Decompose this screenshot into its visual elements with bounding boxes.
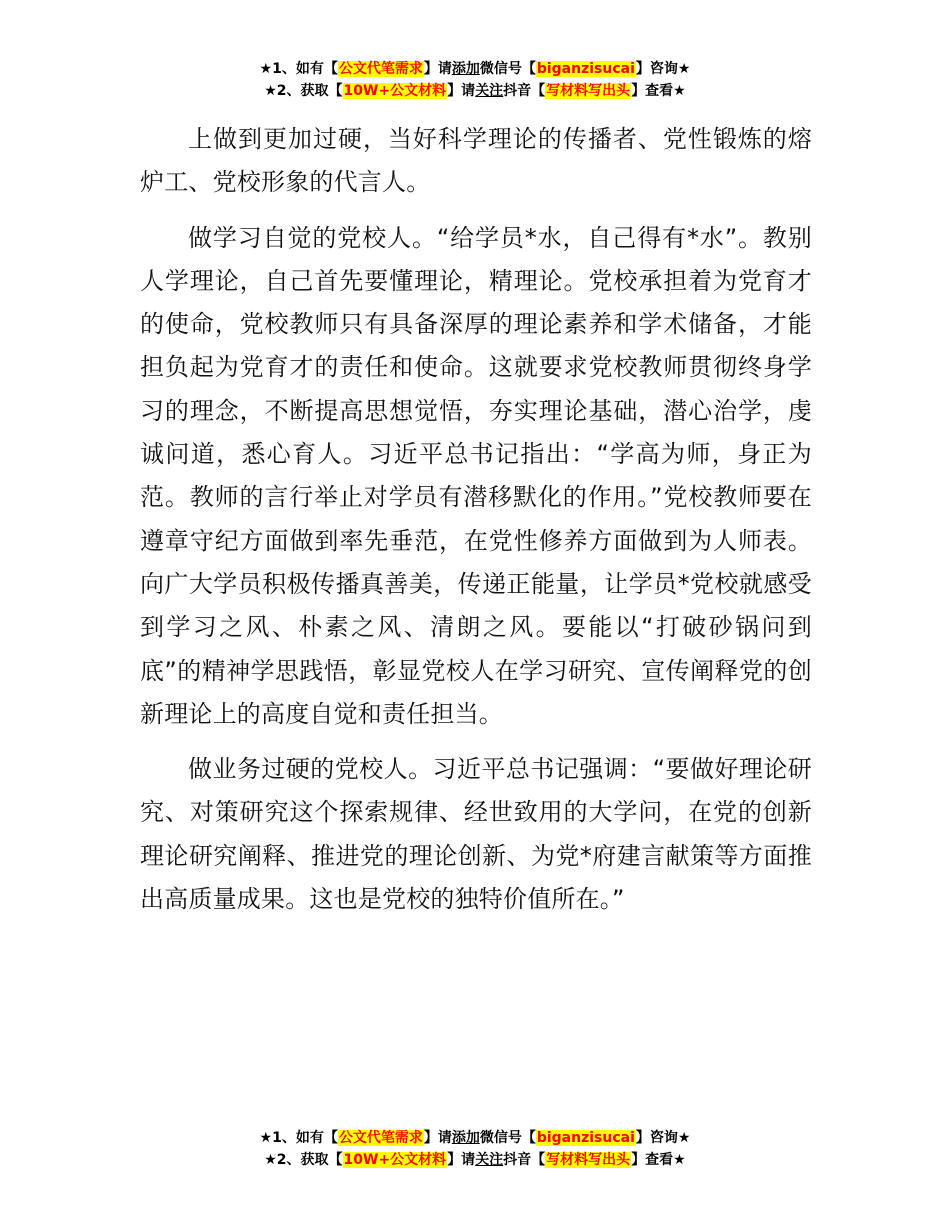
document-body: [140, 118, 812, 933]
paragraph-continued: 上做到更加过硬，当好科学理论的传播者、党性锻炼的熔炉工、党校形象的代言人。: [140, 125, 812, 197]
header-promo-banner: [0, 58, 950, 102]
promo-text: 抖音【: [503, 1152, 546, 1168]
promo-underline: 关注: [475, 83, 504, 99]
promo-douyin-name: 写材料写出头: [546, 83, 631, 99]
promo-text: 抖音【: [503, 83, 546, 99]
promo-text: ★1、如有【: [259, 1130, 338, 1146]
promo-highlight: 公文代笔需求: [338, 61, 423, 77]
promo-text: 微信号【: [479, 61, 536, 77]
promo-underline: 添加: [451, 61, 480, 77]
promo-highlight: 公文代笔需求: [338, 1130, 423, 1146]
paragraph-study: 做学习自觉的党校人。“给学员*水，自己得有*水”。教别人学理论，自己首先要懂理论，精理论。党校承担着为党育才的使命，党校教师只有具备深厚的理论素养和学术储备，才能担负起为党育才的责任和使命。这就要求党校教师贯彻终身学习的理念，不断提高思想觉悟，夯实理论基础，潜心治学，虔诚问道，悉心育人。习近平总书记指出：“学高为师，身正为范。教师的言行举止对学员有潜移默化的作用。”党校教师要在遵章守纪方面做到率先垂范，在党性修养方面做到为人师表。向广大学员积极传播真善美，传递正能量，让学员*党校就感受到学习之风、朴素之风、清朗之风。要能以“打破砂锅问到底”的精神学思践悟，彰显党校人在学习研究、宣传阐释党的创新理论上的高度自觉和责任担当。: [140, 223, 812, 728]
promo-highlight: 10W+公文材料: [343, 83, 447, 99]
promo-highlight: 10W+公文材料: [343, 1152, 447, 1168]
promo-line-2: [0, 1149, 950, 1171]
promo-wechat-id: biganzisucai: [536, 61, 635, 77]
promo-text: 】请: [447, 1152, 476, 1168]
promo-text: ★1、如有【: [259, 61, 338, 77]
promo-line-2: [0, 80, 950, 102]
promo-text: 】请: [447, 83, 476, 99]
footer-promo-banner: [0, 1127, 950, 1171]
promo-underline: 添加: [451, 1130, 480, 1146]
promo-underline: 关注: [475, 1152, 504, 1168]
promo-douyin-name: 写材料写出头: [546, 1152, 631, 1168]
promo-text: 微信号【: [479, 1130, 536, 1146]
promo-line-1: [0, 58, 950, 80]
promo-line-1: [0, 1127, 950, 1149]
promo-text: ★2、获取【: [264, 1152, 343, 1168]
promo-text: ★2、获取【: [264, 83, 343, 99]
promo-text: 】咨询★: [635, 1130, 691, 1146]
promo-text: 】查看★: [631, 83, 686, 99]
promo-text: 】咨询★: [635, 61, 691, 77]
promo-text: 】请: [423, 1130, 452, 1146]
promo-wechat-id: biganzisucai: [536, 1130, 635, 1146]
paragraph-business: 做业务过硬的党校人。习近平总书记强调：“要做好理论研究、对策研究这个探索规律、经世致用的大学问，在党的创新理论研究阐释、推进党的理论创新、为党*府建言献策等方面推出高质量成果。这也是党校的独特价值所在。”: [140, 755, 812, 914]
promo-text: 】请: [423, 61, 452, 77]
promo-text: 】查看★: [631, 1152, 686, 1168]
